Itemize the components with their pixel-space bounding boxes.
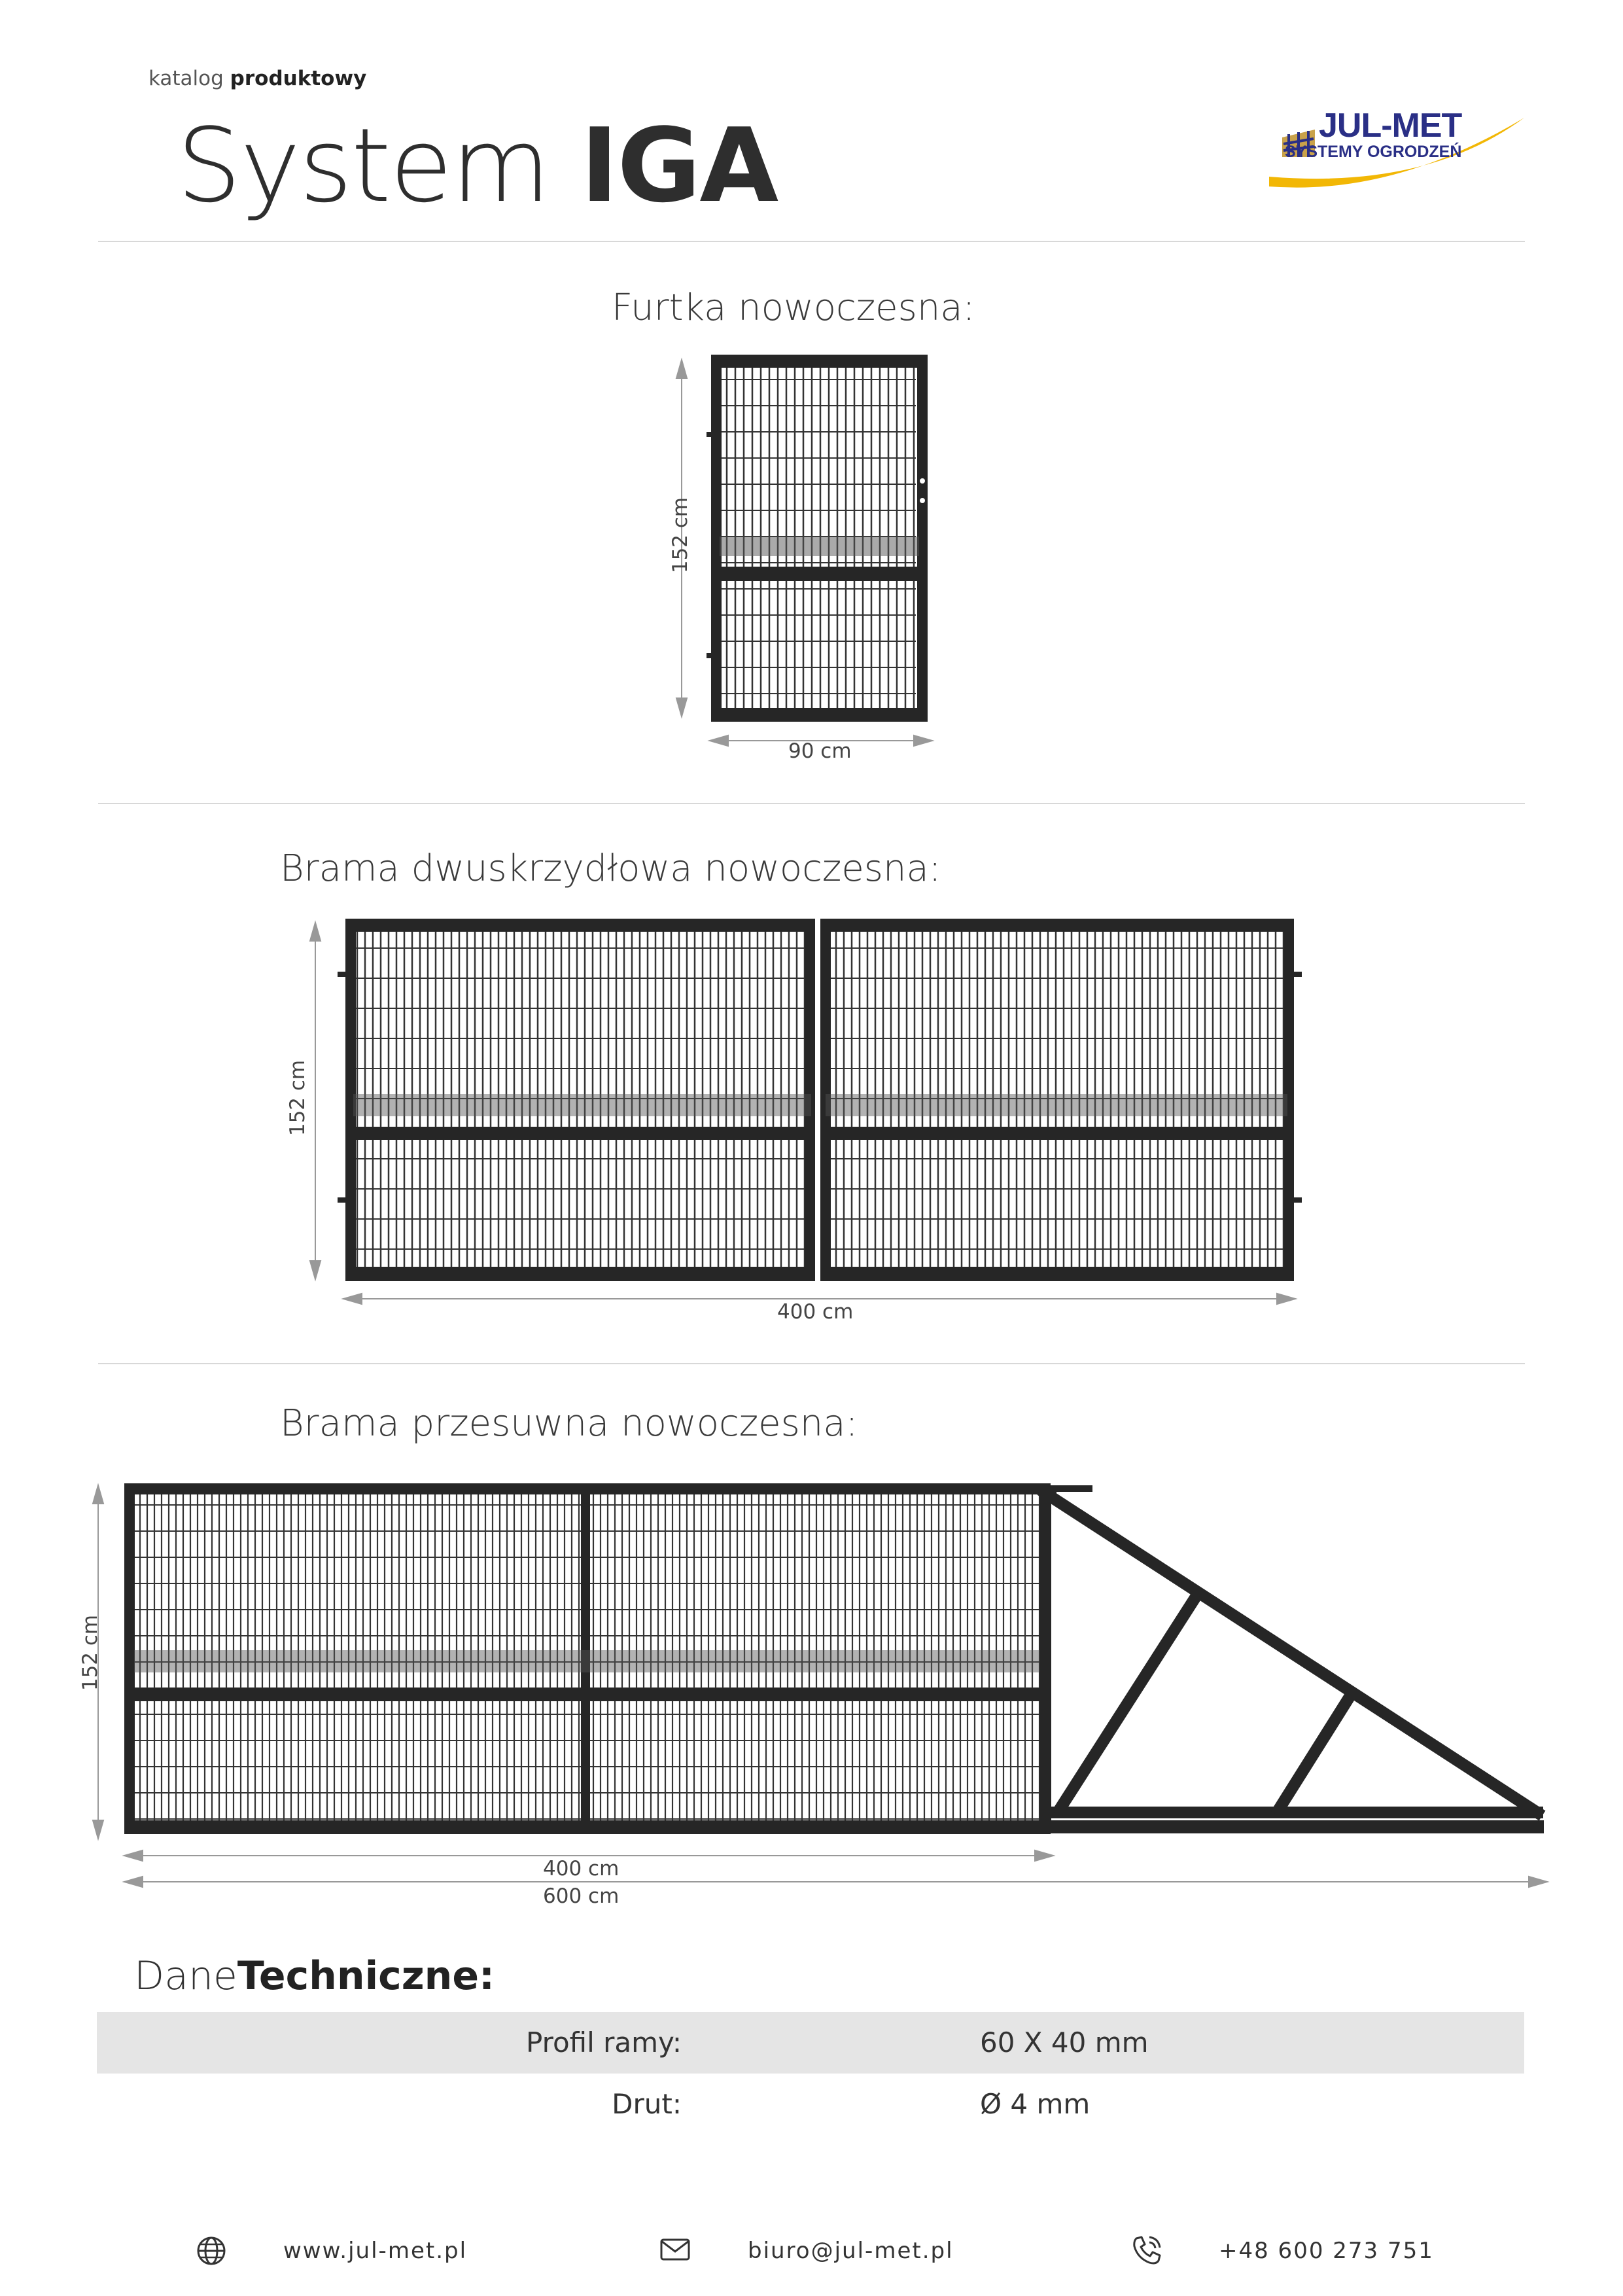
gate-sliding-title: Brama przesuwna nowoczesna: [280, 1402, 858, 1445]
spec-value: Ø 4 mm [980, 2088, 1091, 2120]
spec-row [97, 2012, 1524, 2074]
gate-small-height-label: 152 cm [669, 497, 692, 574]
footer-phone-link[interactable]: +48 600 273 751 [1219, 2238, 1434, 2264]
envelope-icon [659, 2238, 691, 2261]
gate-double-width-label: 400 cm [777, 1300, 854, 1324]
title-light: System [177, 106, 550, 225]
specs-title-bold: Techniczne: [237, 1953, 495, 1999]
gate-sliding-width-label-2: 600 cm [543, 1884, 620, 1908]
spec-row [97, 2074, 1524, 2135]
logo-tagline: SYSTEMY OGRODZEŃ [1285, 143, 1462, 161]
globe-icon [195, 2234, 228, 2267]
gate-sliding-width-label-1: 400 cm [543, 1857, 620, 1881]
title-bold: IGA [580, 106, 778, 225]
catalog-suffix: produktowy [230, 67, 367, 90]
gate-small-width-label: 90 cm [788, 739, 852, 763]
logo-name: JUL-MET [1319, 107, 1462, 145]
spec-value: 60 X 40 mm [980, 2026, 1149, 2058]
specs-title-light: Dane [134, 1953, 237, 1999]
gate-sliding-height-label: 152 cm [79, 1614, 102, 1691]
gate-double-height-label: 152 cm [286, 1059, 309, 1137]
catalog-prefix: katalog [148, 67, 224, 90]
phone-icon [1130, 2233, 1164, 2267]
footer-email-link[interactable]: biuro@jul-met.pl [748, 2238, 954, 2264]
gate-small-title: Furtka nowoczesna: [612, 287, 975, 329]
spec-label: Drut: [612, 2088, 682, 2120]
spec-label: Profil ramy: [526, 2026, 682, 2058]
gate-double-title: Brama dwuskrzydłowa nowoczesna: [280, 847, 941, 890]
footer-website-link[interactable]: www.jul-met.pl [283, 2238, 468, 2264]
specs-title [134, 1953, 495, 1999]
